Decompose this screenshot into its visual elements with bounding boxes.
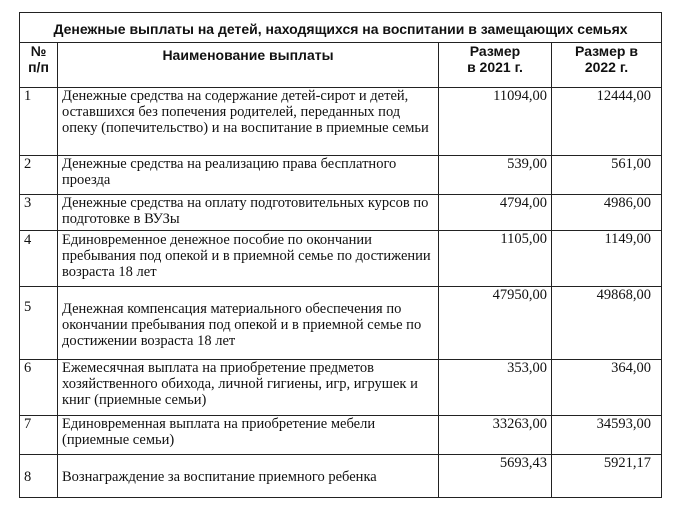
table-row	[20, 287, 662, 360]
row-number: 2	[20, 156, 58, 195]
row-amount-2021: 33263,00	[439, 416, 552, 455]
table-row	[20, 360, 662, 416]
table-caption: Денежные выплаты на детей, находящихся на воспитании в замещающих семьях	[20, 13, 662, 43]
table-row	[20, 195, 662, 231]
row-amount-2022: 5921,17	[552, 455, 662, 498]
row-payment-name: Денежные средства на оплату подготовительных курсов по подготовке в ВУЗы	[58, 195, 439, 231]
table-row	[20, 156, 662, 195]
row-payment-name: Денежные средства на содержание детей-сирот и детей, оставшихся без попечения родителей, переданных под опеку (попечительство) и на воспитание в приемные семьи	[58, 88, 439, 156]
row-payment-name: Единовременная выплата на приобретение мебели (приемные семьи)	[58, 416, 439, 455]
row-payment-name: Ежемесячная выплата на приобретение предметов хозяйственного обихода, личной гигиены, игр, игрушек и книг (приемные семьи)	[58, 360, 439, 416]
row-amount-2022: 12444,00	[552, 88, 662, 156]
row-amount-2022: 364,00	[552, 360, 662, 416]
payments-table	[19, 12, 662, 498]
row-payment-name: Вознаграждение за воспитание приемного ребенка	[58, 455, 439, 498]
row-payment-name: Денежные средства на реализацию права бесплатного проезда	[58, 156, 439, 195]
header-2021: Размер в 2021 г.	[439, 43, 552, 88]
row-number: 1	[20, 88, 58, 156]
row-amount-2022: 1149,00	[552, 231, 662, 287]
table-row	[20, 416, 662, 455]
row-amount-2022: 49868,00	[552, 287, 662, 360]
row-payment-name: Денежная компенсация материального обеспечения по окончании пребывания под опекой и в приемной семье по достижении возраста 18 лет	[58, 287, 439, 360]
row-amount-2022: 34593,00	[552, 416, 662, 455]
row-amount-2021: 4794,00	[439, 195, 552, 231]
row-amount-2022: 561,00	[552, 156, 662, 195]
table-row	[20, 231, 662, 287]
row-amount-2022: 4986,00	[552, 195, 662, 231]
row-amount-2021: 47950,00	[439, 287, 552, 360]
row-amount-2021: 1105,00	[439, 231, 552, 287]
table-row	[20, 88, 662, 156]
row-number: 6	[20, 360, 58, 416]
row-number: 4	[20, 231, 58, 287]
row-number: 5	[20, 287, 58, 360]
row-amount-2021: 5693,43	[439, 455, 552, 498]
header-name: Наименование выплаты	[58, 43, 439, 88]
row-amount-2021: 11094,00	[439, 88, 552, 156]
row-number: 7	[20, 416, 58, 455]
header-2022: Размер в 2022 г.	[552, 43, 662, 88]
row-amount-2021: 539,00	[439, 156, 552, 195]
row-number: 8	[20, 455, 58, 498]
header-num: № п/п	[20, 43, 58, 88]
row-payment-name: Единовременное денежное пособие по окончании пребывания под опекой и в приемной семье по достижении возраста 18 лет	[58, 231, 439, 287]
row-amount-2021: 353,00	[439, 360, 552, 416]
row-number: 3	[20, 195, 58, 231]
table-row	[20, 455, 662, 498]
